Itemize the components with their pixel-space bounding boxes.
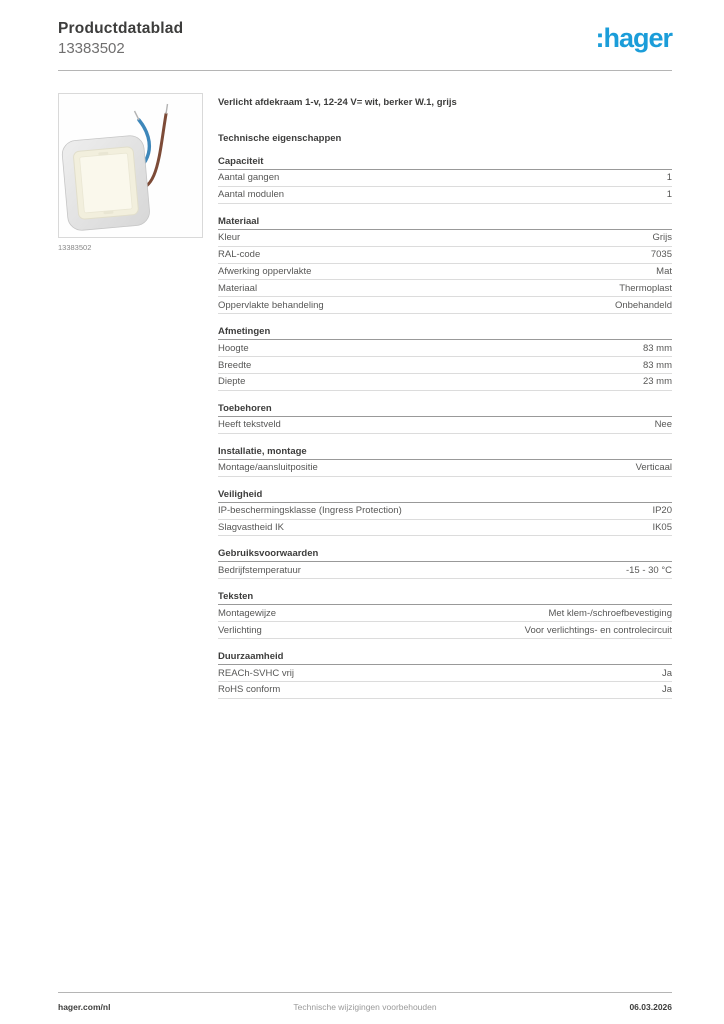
spec-value: Voor verlichtings- en controlecircuit bbox=[524, 624, 672, 636]
spec-row bbox=[218, 665, 672, 682]
brown-wire-tip bbox=[166, 104, 168, 114]
spec-section-title: Installatie, montage bbox=[218, 446, 672, 460]
spec-value: Grijs bbox=[652, 232, 672, 244]
spec-row bbox=[218, 297, 672, 314]
product-image-caption: 13383502 bbox=[58, 243, 92, 253]
spec-label: Bedrijfstemperatuur bbox=[218, 564, 301, 576]
product-title: Verlicht afdekraam 1-v, 12-24 V= wit, berker W.1, grijs bbox=[218, 97, 457, 109]
spec-row bbox=[218, 280, 672, 297]
spec-label: Aantal gangen bbox=[218, 172, 280, 184]
spec-value: 7035 bbox=[650, 249, 672, 261]
spec-label: RoHS conform bbox=[218, 684, 281, 696]
spec-row bbox=[218, 264, 672, 281]
spec-label: Breedte bbox=[218, 359, 252, 371]
spec-value: 1 bbox=[666, 189, 672, 201]
spec-section-title: Capaciteit bbox=[218, 156, 672, 170]
spec-section-title: Materiaal bbox=[218, 216, 672, 230]
spec-value: Thermoplast bbox=[619, 282, 672, 294]
spec-label: Diepte bbox=[218, 376, 246, 388]
spec-section-title: Toebehoren bbox=[218, 403, 672, 417]
frame-shape bbox=[61, 135, 151, 232]
spec-section bbox=[218, 446, 672, 477]
spec-value: Nee bbox=[654, 419, 672, 431]
spec-label: Montagewijze bbox=[218, 607, 277, 619]
page-footer bbox=[58, 992, 672, 1012]
spec-section-title: Afmetingen bbox=[218, 326, 672, 340]
spec-value: Verticaal bbox=[635, 462, 672, 474]
spec-label: REACh-SVHC vrij bbox=[218, 667, 295, 679]
spec-value: Ja bbox=[661, 667, 672, 679]
spec-row bbox=[218, 503, 672, 520]
spec-value: Ja bbox=[661, 684, 672, 696]
spec-label: Materiaal bbox=[218, 282, 258, 294]
spec-section bbox=[218, 326, 672, 391]
spec-value: Onbehandeld bbox=[614, 299, 672, 311]
spec-row bbox=[218, 605, 672, 622]
spec-label: Aantal modulen bbox=[218, 189, 285, 201]
spec-sections bbox=[218, 156, 672, 699]
spec-row bbox=[218, 357, 672, 374]
footer-notice: Technische wijzigingen voorbehouden bbox=[293, 1001, 437, 1012]
header-divider bbox=[58, 70, 672, 71]
spec-section bbox=[218, 403, 672, 434]
spec-label: IP-beschermingsklasse (Ingress Protection) bbox=[218, 505, 402, 517]
spec-value: -15 - 30 °C bbox=[625, 564, 672, 576]
spec-label: Verlichting bbox=[218, 624, 262, 636]
spec-section bbox=[218, 489, 672, 537]
spec-row bbox=[218, 170, 672, 187]
content-area bbox=[58, 93, 672, 699]
spec-label: Slagvastheid IK bbox=[218, 522, 285, 534]
spec-row bbox=[218, 460, 672, 477]
spec-section-title: Veiligheid bbox=[218, 489, 672, 503]
spec-label: RAL-code bbox=[218, 249, 261, 261]
product-image bbox=[58, 93, 203, 238]
spec-section bbox=[218, 548, 672, 579]
spec-section bbox=[218, 216, 672, 314]
spec-section bbox=[218, 591, 672, 639]
spec-row bbox=[218, 682, 672, 699]
spec-section bbox=[218, 651, 672, 699]
spec-section-title: Teksten bbox=[218, 591, 672, 605]
spec-value: 1 bbox=[666, 172, 672, 184]
spec-section-title: Duurzaamheid bbox=[218, 651, 672, 665]
spec-row bbox=[218, 230, 672, 247]
spec-row bbox=[218, 374, 672, 391]
spec-value: Mat bbox=[656, 266, 672, 277]
footer-website-link[interactable]: hager.com/nl bbox=[58, 1001, 111, 1012]
spec-label: Hoogte bbox=[218, 342, 249, 354]
spec-value: 83 mm bbox=[642, 342, 672, 354]
footer-date: 06.03.2026 bbox=[629, 1001, 672, 1012]
blue-wire-tip bbox=[135, 111, 140, 120]
spec-value: 83 mm bbox=[642, 359, 672, 371]
specs-heading: Technische eigenschappen bbox=[218, 132, 342, 144]
product-number: 13383502 bbox=[58, 39, 125, 57]
spec-label: Heeft tekstveld bbox=[218, 419, 281, 431]
spec-section-title: Gebruiksvoorwaarden bbox=[218, 548, 672, 562]
spec-row bbox=[218, 417, 672, 434]
spec-value: 23 mm bbox=[642, 376, 672, 388]
spec-label: Afwerking oppervlakte bbox=[218, 266, 312, 277]
page-title: Productdatablad bbox=[58, 20, 184, 37]
product-photo bbox=[59, 94, 202, 237]
page-header bbox=[0, 0, 724, 57]
spec-row bbox=[218, 247, 672, 264]
header-titles bbox=[58, 20, 183, 57]
spec-value: IK05 bbox=[652, 522, 672, 534]
hager-logo: :hager bbox=[595, 23, 672, 53]
spec-row bbox=[218, 622, 672, 639]
spec-row bbox=[218, 340, 672, 357]
spec-label: Oppervlakte behandeling bbox=[218, 299, 324, 311]
footer-divider bbox=[58, 992, 672, 993]
spec-section bbox=[218, 156, 672, 204]
spec-row bbox=[218, 562, 672, 579]
spec-row bbox=[218, 187, 672, 204]
specs-column bbox=[218, 93, 672, 699]
product-image-column bbox=[58, 93, 203, 699]
spec-label: Montage/aansluitpositie bbox=[218, 462, 318, 474]
spec-row bbox=[218, 520, 672, 537]
footer-row bbox=[58, 1002, 672, 1012]
spec-label: Kleur bbox=[218, 232, 241, 244]
spec-value: IP20 bbox=[652, 505, 672, 517]
spec-value: Met klem-/schroefbevestiging bbox=[548, 607, 672, 619]
